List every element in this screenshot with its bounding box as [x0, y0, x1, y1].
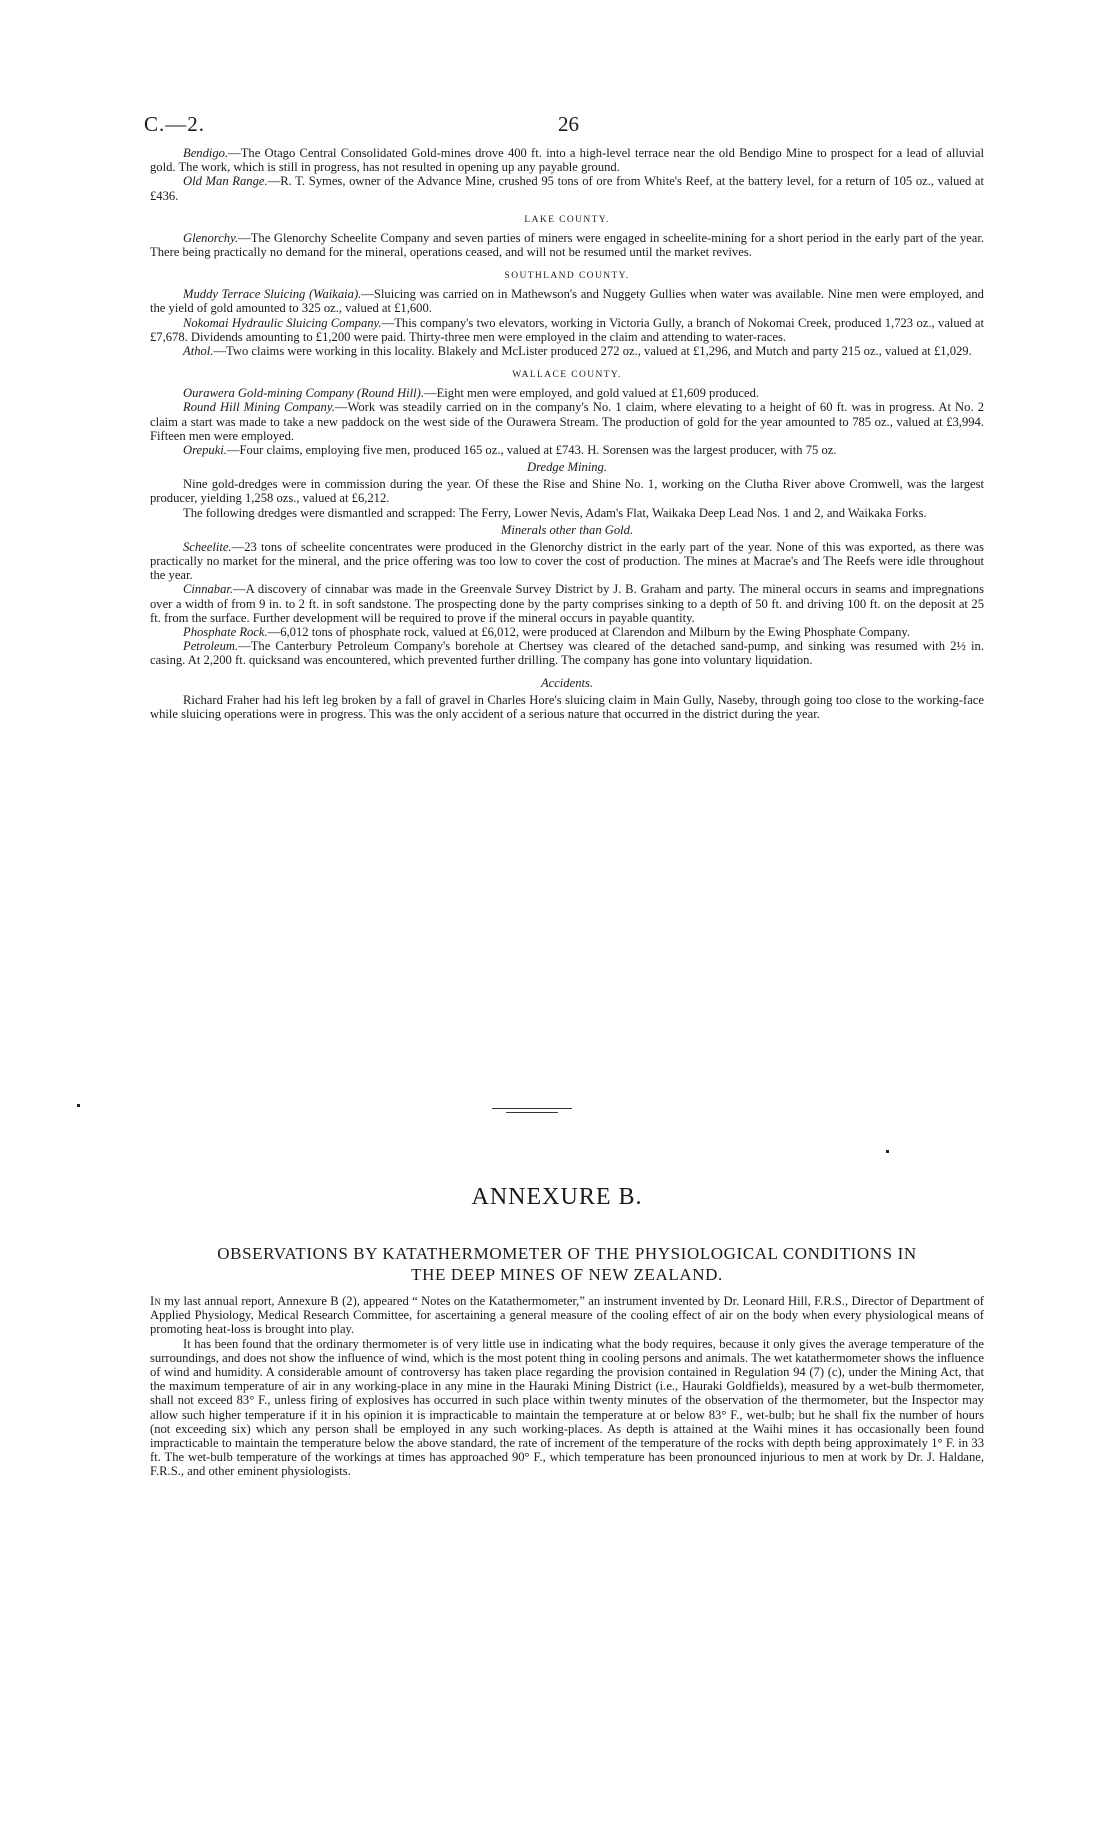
- paragraph-cinnabar: [150, 582, 984, 625]
- paragraph-ourawera: [150, 386, 984, 400]
- section-heading-southland-county: SOUTHLAND COUNTY.: [504, 271, 630, 282]
- section-heading-lake-county: LAKE COUNTY.: [524, 214, 610, 225]
- paragraph-lead: Muddy Terrace Sluicing (Waikaia).: [183, 287, 362, 302]
- paragraph-muddy-terrace: [150, 287, 984, 315]
- paragraph-text: —A discovery of cinnabar was made in the Greenvale Survey District by J. B. Graham and party. The mineral occurs in seams and impregnations over a width of from 9 in. to 2 ft. in soft sandstone. The prospecting done by the party comprises sinking to a depth of 50 ft. and driving 100 ft. on the deposit at 25 ft. from the surface. Further development will be required to prove if the mineral occurs in payable quantity.: [150, 582, 984, 625]
- paragraph-lead: Scheelite.: [183, 539, 232, 554]
- paragraph-orepuki: [150, 443, 984, 457]
- section-divider-rule-short: [506, 1112, 558, 1113]
- paragraph-text: —R. T. Symes, owner of the Advance Mine, crushed 95 tons of ore from White's Reef, at the battery level, for a return of 105 oz., valued at £436.: [150, 174, 984, 203]
- print-speck: [77, 1104, 80, 1107]
- paragraph-old-man-range: [150, 174, 984, 202]
- paragraph-text: —23 tons of scheelite concentrates were produced in the Glenorchy district in the early part of the year. None of this was exported, as there was practically no market for the mineral, and the price offering was too low to cover the cost of production. The mines at Macrae's and The Reefs were idle throughout the year.: [150, 539, 984, 583]
- paragraph-lead: Ourawera Gold-mining Company (Round Hill).: [183, 386, 425, 401]
- paragraph-nokomai: [150, 316, 984, 344]
- section-heading-accidents: Accidents.: [540, 675, 594, 690]
- paragraph-athol: [150, 344, 984, 358]
- paragraph-text: —The Glenorchy Scheelite Company and seven parties of miners were engaged in scheelite-mining for a short period in the early part of the year. There being practically no demand for the mineral, operations ceased, and will not be resumed until the market revives.: [150, 230, 984, 260]
- annexure-title: ANNEXURE B.: [471, 1184, 643, 1210]
- paragraph-petroleum: [150, 639, 984, 667]
- annexure-subtitle: [140, 1243, 994, 1285]
- page-number: 26: [558, 112, 579, 136]
- paragraph-lead: Athol.: [183, 344, 214, 359]
- paragraph-lead: Round Hill Mining Company.: [183, 400, 335, 415]
- paragraph-annexure-intro: [150, 1294, 984, 1337]
- paragraph-lead: Petroleum.: [183, 639, 239, 654]
- paragraph-lead: Orepuki.: [183, 443, 227, 458]
- report-reference: C.—2.: [144, 112, 206, 136]
- page-header: [144, 112, 984, 146]
- paragraph-round-hill: [150, 400, 984, 443]
- section-divider-rule: [492, 1108, 572, 1109]
- annexure-subtitle-line: THE DEEP MINES OF NEW ZEALAND.: [411, 1265, 723, 1284]
- paragraph-lead: Cinnabar.: [183, 582, 234, 597]
- paragraph-text: —Sluicing was carried on in Mathewson's and Nuggety Gullies when water was available. Nine men were employed, and the yield of gold amounted to 325 oz., valued at £1,600.: [150, 287, 984, 316]
- page-content: [144, 112, 984, 721]
- paragraph-text: —Two claims were working in this locality. Blakely and McLister produced 272 oz., valued at £1,296, and Mutch and party 215 oz., valued at £1,029.: [213, 344, 972, 359]
- paragraph-text: —Eight men were employed, and gold valued at £1,609 produced.: [424, 386, 760, 401]
- paragraph-text: —This company's two elevators, working in Victoria Gully, a branch of Nokomai Creek, produced 1,723 oz., valued at £7,678. Dividends amounting to £1,200 were paid. Thirty-three men were employed in the claim and attending to water-races.: [150, 315, 984, 344]
- print-speck: [886, 1150, 889, 1153]
- section-heading-minerals: Minerals other than Gold.: [500, 522, 634, 537]
- paragraph-text: —Four claims, employing five men, produced 165 oz., valued at £743. H. Sorensen was the largest producer, with 75 oz.: [226, 443, 837, 458]
- paragraph-text: —The Otago Central Consolidated Gold-mines drove 400 ft. into a high-level terrace near the old Bendigo Mine to prospect for a lead of alluvial gold. The work, which is still in progress, has not resulted in opening up any payable ground.: [150, 146, 984, 175]
- paragraph-phosphate: [150, 625, 984, 639]
- annexure-body: [150, 1294, 984, 1479]
- paragraph-text: my last annual report, Annexure B (2), appeared “ Notes on the Katathermometer,” an instrument invented by Dr. Leonard Hill, F.R.S., Director of Department of Applied Physiology, Medical Research Committee, for ascertaining a general measure of the cooling effect of air on the body when every physiological means of promoting heat-loss is brought into play.: [150, 1294, 984, 1337]
- paragraph-dredges-commission: Nine gold-dredges were in commission during the year. Of these the Rise and Shine No. 1, working on the Clutha River above Cromwell, was the largest producer, yielding 1,258 ozs., valued at £6,212.: [150, 477, 984, 506]
- paragraph-annexure-thermometer: It has been found that the ordinary thermometer is of very little use in indicating what the body requires, because it only gives the average temperature of the surroundings, and does not show the influence of wind, which is the most potent thing in cooling persons and animals. The wet katathermometer shows the influence of wind and humidity. A considerable amount of controversy has taken place regarding the provision contained in Regulation 94 (7) (c), under the Mining Act, that the maximum temperature of air in any working-place in any mine in the Hauraki Mining District (i.e., Hauraki Goldfields), measured by a wet-bulb thermometer, shall not exceed 83° F., unless firing of explosives has occurred in such place within twenty minutes of the observation of the thermometer, but the Inspector may allow such higher temperature if it in his opinion it is impracticable to maintain the temperature at or below 83° F., wet-bulb; but he shall fix the number of hours (not exceeding six) which any person shall be employed in any such working-places. As depth is attained at the Waihi mines it has occasionally been found impracticable to maintain the temperature below the above standard, the rate of increment of the temperature of the rocks with depth being approximately 1° F. in 33 ft. The wet-bulb temperature of the workings at times has approached 90° F., which temperature has been pronounced injurious to men at work by Dr. J. Haldane, F.R.S., and other eminent physiologists.: [150, 1336, 984, 1479]
- paragraph-text: —6,012 tons of phosphate rock, valued at £6,012, were produced at Clarendon and Milburn by the Ewing Phosphate Company.: [267, 625, 911, 640]
- paragraph-lead: Old Man Range.: [183, 174, 268, 189]
- paragraph-lead: Nokomai Hydraulic Sluicing Company.: [183, 315, 382, 330]
- paragraph-first-word: In: [150, 1294, 161, 1308]
- paragraph-lead: Phosphate Rock.: [183, 625, 268, 640]
- paragraph-lead: Glenorchy.: [183, 230, 239, 245]
- paragraph-text: —The Canterbury Petroleum Company's borehole at Chertsey was cleared of the detached sand-pump, and sinking was resumed with 2½ in. casing. At 2,200 ft. quicksand was encountered, which prevented further drilling. The company has gone into voluntary liquidation.: [150, 639, 984, 668]
- annexure-subtitle-line: OBSERVATIONS BY KATATHERMOMETER OF THE PHYSIOLOGICAL CONDITIONS IN: [217, 1244, 917, 1263]
- section-heading-wallace-county: WALLACE COUNTY.: [512, 370, 622, 381]
- paragraph-dredges-dismantled: The following dredges were dismantled and scrapped: The Ferry, Lower Nevis, Adam's Flat, Waikaka Deep Lead Nos. 1 and 2, and Waikaka Forks.: [183, 505, 927, 520]
- section-heading-dredge-mining: Dredge Mining.: [527, 460, 607, 475]
- paragraph-text: —Work was steadily carried on in the company's No. 1 claim, where elevating to a height of 60 ft. was in progress. At No. 2 claim a start was made to take a new paddock on the west side of the Ourawera Stream. The production of gold for the year amounted to 785 oz., valued at £3,994. Fifteen men were employed.: [150, 400, 984, 443]
- paragraph-lead: Bendigo.: [183, 146, 229, 160]
- paragraph-bendigo: [150, 146, 984, 174]
- paragraph-glenorchy: [150, 231, 984, 259]
- paragraph-scheelite: [150, 540, 984, 583]
- paragraph-accident: Richard Fraher had his left leg broken by a fall of gravel in Charles Hore's sluicing claim in Main Gully, Naseby, through going too close to the working-face while sluicing operations were in progress. This was the only accident of a serious nature that occurred in the district during the year.: [150, 692, 984, 721]
